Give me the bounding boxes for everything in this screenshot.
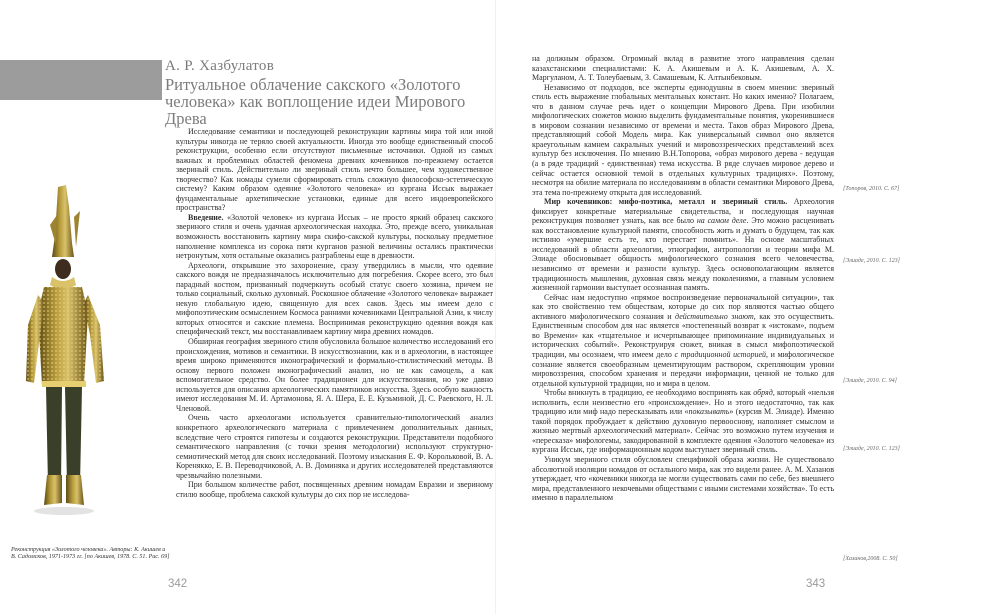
body-paragraph [532,197,834,292]
body-paragraph [532,388,834,455]
body-paragraph [176,261,493,337]
header-color-block [0,60,162,100]
page-number-left: 342 [168,578,188,590]
article-title: Ритуальное облачение сакского «Золотого человека» как воплощение идеи Мирового Древа [165,75,466,128]
body-paragraph [176,480,493,499]
emphasis-text: на самом деле [696,216,747,226]
body-paragraph [532,54,834,83]
paragraph-text: . Это можно расценивать как восстановление культурной памяти, способность жить и думать о будущем, так как истинно «умершие есть те, кто перестает помнить». На основе масштабных исследований в области археологии, этнографии, антропологии и теории мифа М. Элиаде обосновывает общность мифологического сознания всего человечества, независимо от времени и разности культур. Здесь основополагающим является традиционность мышления, духовная связь между поколениями, а главным условием жизненной гармонии выступает осознанная память. [532,216,834,293]
paragraph-text: При большом количестве работ, посвященных древним номадам Евразии и звериному стилю вообще, проблема сакской культуры до сих пор не исследова- [176,480,493,499]
body-paragraph [176,127,493,213]
margin-reference: [Топоров, 2010. С. 67] [843,186,900,192]
emphasis-text: обряд [753,388,773,398]
body-paragraph [532,293,834,388]
paragraph-text: Независимо от подходов, все эксперты единодушны в своем мнении: звериный стиль есть выражение глобальных ментальных констант. Но каких именно? Полагаем, что в данном случае речь идет о концепции Мирового Древа. При изобилии мифологических сюжетов можно выделить фундаментальные понятия, укоренившиеся в мировом сознании независимо от времени и места. Таков образ Мирового Древа, представляющий собой Модель мира. Как универсальный символ оно является краеугольным камнем сакральных учений и мировоззренческих представлений всех культур без исключения. По мнению В.Н.Топорова, «образ мирового дерева - ведущая (а в ряде традиций - единственная) тема искусства. В ряде случаев мировое дерево и сейчас остается основной темой в отдельных культурных традициях». Поэтому, несмотря на обилие материала по исследованиям в области семантики Мирового Древа, эта тема по-прежнему открыта для исследований. [532,82,834,197]
paragraph-text: , который «нельзя исполнить, если неизвестно его «происхождение». Но и этого недостаточно, так как традицию или миф надо пересказывать или « [532,388,834,417]
page-gutter [495,0,496,614]
section-heading: Мир кочевников: мифо-поэтика, металл и звериный стиль. [544,197,794,207]
section-heading: Введение. [188,212,228,222]
golden-man-reconstruction-image [22,185,112,525]
paragraph-text: , и мифологическое сознание является своеобразным цементирующим раствором, скрепляющим уровни мировоззрения, способом хранения и передачи информации, ценной не только для отдельной культурной традиции, но и мира в целом. [532,349,834,388]
paragraph-text: на должным образом. Огромный вклад в развитие этого направления сделан казахстанскими специалистами: К. А. Акишевым и А. К. Акишевым, А. Х. Маргуланом, А. Т. Толеубаевым, З. Самашевым, К. Алтынбековым. [532,54,834,83]
body-paragraph [176,337,493,413]
figure-caption: Реконструкция «Золотого человека». Авторы: К. Акишев и В. Садомсков, 1971-1973 гг. [по Акишев, 1978. С. 51. Рис. 69] [11,547,170,561]
golden-man-figure-illustration [22,185,112,525]
left-column-text [176,127,493,499]
emphasis-text: с традиционной историей [674,349,766,359]
paragraph-text: Археология фиксирует конкретные материальные свидетельства, и последующая научная реконструкция позволяет узнать, как все было [532,197,834,226]
emphasis-text: действительно знают [675,311,754,321]
paragraph-text: » (курсив М. Элиаде). Именно такой порядок пробуждает к действию духовную первооснову, наполняет смыслом и жизнью мертвый археологический материал». Сейчас это возможно путем изучения и «пересказа» мифологемы, закодированной в комплекте одеяния «Золотого человека» из кургана Иссык, где информационным кодом выступает звериный стиль. [532,407,835,455]
article-author: А. Р. Хазбулатов [165,58,275,74]
paragraph-text: Чтобы вникнуть в традицию, ее необходимо воспринять как [544,388,754,398]
page-number-right: 343 [806,578,826,590]
paragraph-text: Археологи, открывшие это захоронение, сразу утвердились в мысли, что одеяние сакского вождя не предназначалось исключительно для погребения. Скорее всего, это был парадный костюм, призванный подчеркнуть особый статус своего хозяина, причем не только социальный, сколько духовный. Роскошное облачение «Золотого человека» выражает некую глобальную идею, священную для всех саков. Здесь мы имеем дело с мифопоэтическим осмыслением Космоса ранними кочевниками Центральной Азии, к числу которых относятся и сакские племена. Воспринимая реконструкцию одеяния вождя как специфический текст, мы восстанавливаем картину мира древних номадов. [176,260,493,337]
margin-reference: [Элиаде, 2010. С. 94] [843,378,897,384]
paragraph-text: Исследование семантики и последующей реконструкции картины мира той или иной культуры никогда не теряло своей актуальности. Иногда это вообще единственный способ реконструкции, особенно если отсутствуют письменные источники. Одной из самых важных и проблемных областей феномена древних кочевников по-прежнему остается звериный стиль. Действительно ли звериный стиль нечто большее, чем художественное творчество? Как номады сумели сформировать столь сложную философско-эстетическую систему? Каким образом одеяние «Золотого человека» из кургана Иссык выражает фундаментальные архетипические установки, единые для всего индоевропейского пространства? [176,127,493,213]
paragraph-text: Очень часто археологами используется сравнительно-типологический анализ конкретного археологического материала с привлечением дополнительных данных, вследствие чего строятся гипотезы и создаются реконструкции. Представители подобного семантического направления (с точки зрения методологии) используют структурно-семиотический метод для своих исследований. Поэтому изыскания Е. Ф. Корольковой, В. А. Коренякко, Е. В. Переводчиковой, А. В. Доминяка и других исследователей представляются чрезвычайно полезными. [176,413,493,480]
paragraph-text: Обширная география звериного стиля обусловила большое количество исследований его происхождения, мотивов и семантики. В искусствознании, как и в археологии, в настоящее время широко применяются иконографический и формально-стилистический методы. В основу первого положен иконографический анализ, но не как самоцель, а как вспомогательное средство. Он более традиционен для искусствознания, но уже давно используется для описания археологических памятников искусства. Здесь особую важность имеют исследования М. И. Артамонова, Я. А. Шера, Е. Е. Кузьминой, Д. С. Раевского, Н. Л. Членовой. [176,337,493,413]
margin-reference: [Элиаде, 2010. С. 123] [843,258,900,264]
body-paragraph [176,413,493,480]
right-column-text [532,54,834,503]
body-paragraph [176,213,493,261]
body-paragraph [532,455,834,503]
paragraph-text: , как это осуществить. Единственным способом для нас является «постепенный возврат к «истокам», подъем во Времени» как «тщательное и исчерпывающее припоминание индивидуальных и исторических событий». Реконструируя сюжет, вникая в смысл мифопоэтической традиции, мы осознаем, что имеем дело [532,311,834,359]
margin-reference: [Элиаде, 2010. С. 123] [843,446,900,452]
body-paragraph [532,83,834,198]
paragraph-text: Уникум звериного стиля обусловлен спецификой образа жизни. Не существовало абсолютной изоляции номадов от остального мира, как это видели ранее. А. М. Хазанов утверждает, что «кочевники никогда не могли существовать сами по себе, без внешнего мира, представленного некочевыми обществами с иными системами хозяйства». То есть именно в параллельном [532,454,834,503]
paragraph-text: «Золотой человек» из кургана Иссык – не просто яркий образец сакского звериного стиля и очень удачная археологическая находка. Это, прежде всего, уникальная возможность восстановить картину мира скифо-сакской культуры, поскольку предметное наполнение комплекса из сорока пяти курганов разной величины остались практически нетронутым, хотя остальные оказались разграблены еще в древности. [176,212,493,261]
margin-reference: [Хазанов,2008. С. 50] [843,556,898,562]
emphasis-text: показывать [688,407,730,417]
paragraph-text: Сейчас нам недоступно «прямое воспроизведение первоначальной ситуации», так как это свойственно тем обществам, которые до сих пор являются частью общего активного мифологического сознания и [532,292,834,321]
